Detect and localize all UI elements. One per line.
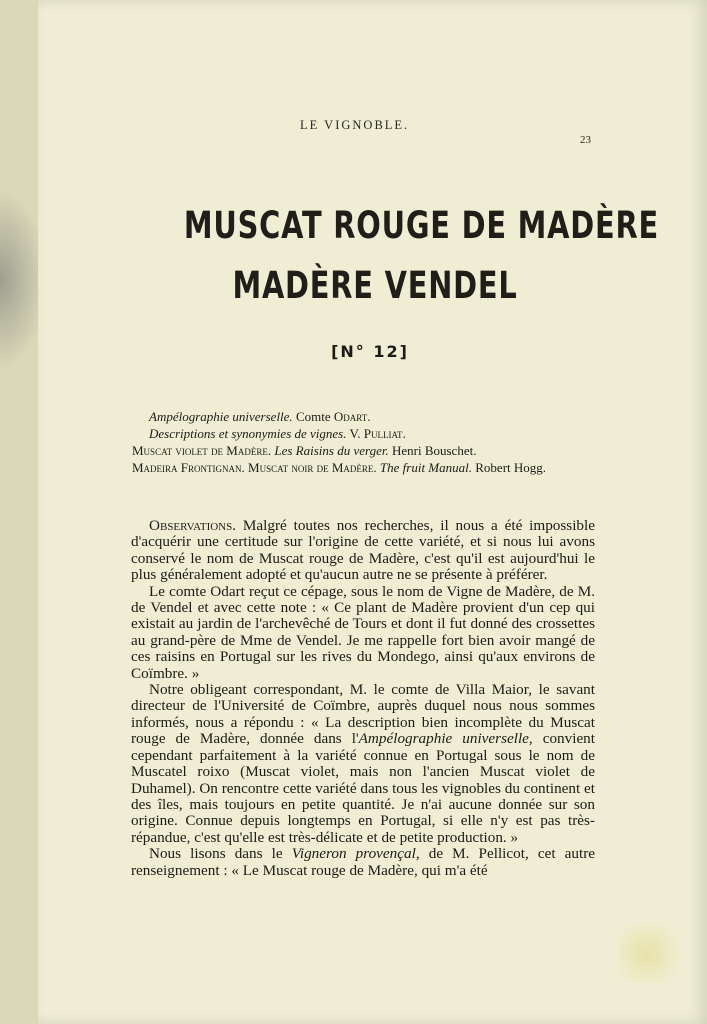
paragraph-odart: Le comte Odart reçut ce cépage, sous le nom de Vigne de Madère, de M. de Vendel et avec cette note : « Ce plant de Madère provient d'un cep qui existait au jardin de l'archevêché de Tours et dont il fut donné des crossettes au grand-père de Mme de Vendel. Je me rappelle fort bien avoir mangé de ces raisins en Portugal sur les rives du Mondego, ainsi qu'aux environs de Coïmbre. » bbox=[131, 582, 595, 682]
body-text bbox=[131, 518, 595, 879]
reference-synonym: Muscat violet de Madère. bbox=[132, 443, 272, 458]
reference-author-prefix: Comte bbox=[295, 409, 334, 424]
title-line-2: MADÈRE VENDEL bbox=[232, 264, 518, 307]
reference-work: Descriptions et synonymies de vignes. bbox=[149, 426, 347, 441]
title-line-1: MUSCAT ROUGE DE MADÈRE bbox=[183, 204, 660, 247]
variety-number: [N° 12] bbox=[331, 342, 409, 361]
paragraph-villa-maior bbox=[131, 682, 595, 846]
paragraph-text: Nous lisons dans le bbox=[149, 845, 292, 863]
reference-author: Robert Hogg. bbox=[475, 460, 547, 475]
page-stain bbox=[619, 924, 689, 984]
paragraph-text: , convient cependant parfaitement à la variété connue en Portugal sous le nom de Muscatel roixo (Muscat violet, mais non l'ancien Muscat violet de Duhamel). On rencontre cette variété dans tous les vignobles du continent et des îles, mais toujours en petite quantité. Je n'ai aucune donnée sur son origine. Connue depuis longtemps en Portugal, si elle n'y est pas très-répandue, c'est qu'elle est très-délicate et de petite production. » bbox=[131, 730, 595, 846]
reference-work: Les Raisins du verger. bbox=[274, 443, 389, 458]
page-number: 23 bbox=[580, 134, 591, 146]
reference-line bbox=[132, 408, 612, 425]
reference-author: Pulliat. bbox=[363, 426, 406, 441]
cited-work: Ampélographie universelle bbox=[358, 730, 529, 748]
reference-line bbox=[132, 459, 612, 476]
paragraph-text: Malgré toutes nos recherches, il nous a été impossible d'acquérir une certitude sur l'origine de cette variété, et si nous lui avons conservé le nom de Muscat rouge de Madère, c'est qu'il est aujourd'hui le plus généralement adopté et qu'aucun autre ne se présente à préférer. bbox=[131, 517, 595, 584]
running-head: LE VIGNOBLE. bbox=[300, 118, 410, 132]
reference-author: Odart. bbox=[333, 409, 371, 424]
references bbox=[132, 408, 612, 476]
observations-lead: Observations. bbox=[149, 517, 237, 534]
reference-synonym: Madeira Frontignan. Muscat noir de Madère. bbox=[132, 460, 377, 475]
paragraph-pellicot bbox=[131, 846, 595, 879]
reference-author: Henri Bouschet. bbox=[391, 443, 477, 458]
reference-line bbox=[132, 425, 612, 442]
paragraph-observations bbox=[131, 518, 595, 584]
reference-author-prefix: V. bbox=[346, 426, 364, 441]
paragraph-text: , de M. Pellicot, cet autre renseignement : « Le Muscat rouge de Madère, qui m'a été bbox=[131, 845, 596, 879]
reference-line bbox=[132, 442, 612, 459]
cited-work: Vigneron provençal bbox=[291, 845, 416, 863]
paragraph-text: Notre obligeant correspondant, M. le comte de Villa Maior, le savant directeur de l'Université de Coïmbre, auprès duquel nous nous sommes informés, nous a répondu : « La description bien incomplète du Muscat rouge de Madère, donnée dans l' bbox=[131, 681, 595, 748]
reference-work: The fruit Manual. bbox=[379, 460, 472, 475]
reference-work: Ampélographie universelle. bbox=[149, 409, 293, 424]
